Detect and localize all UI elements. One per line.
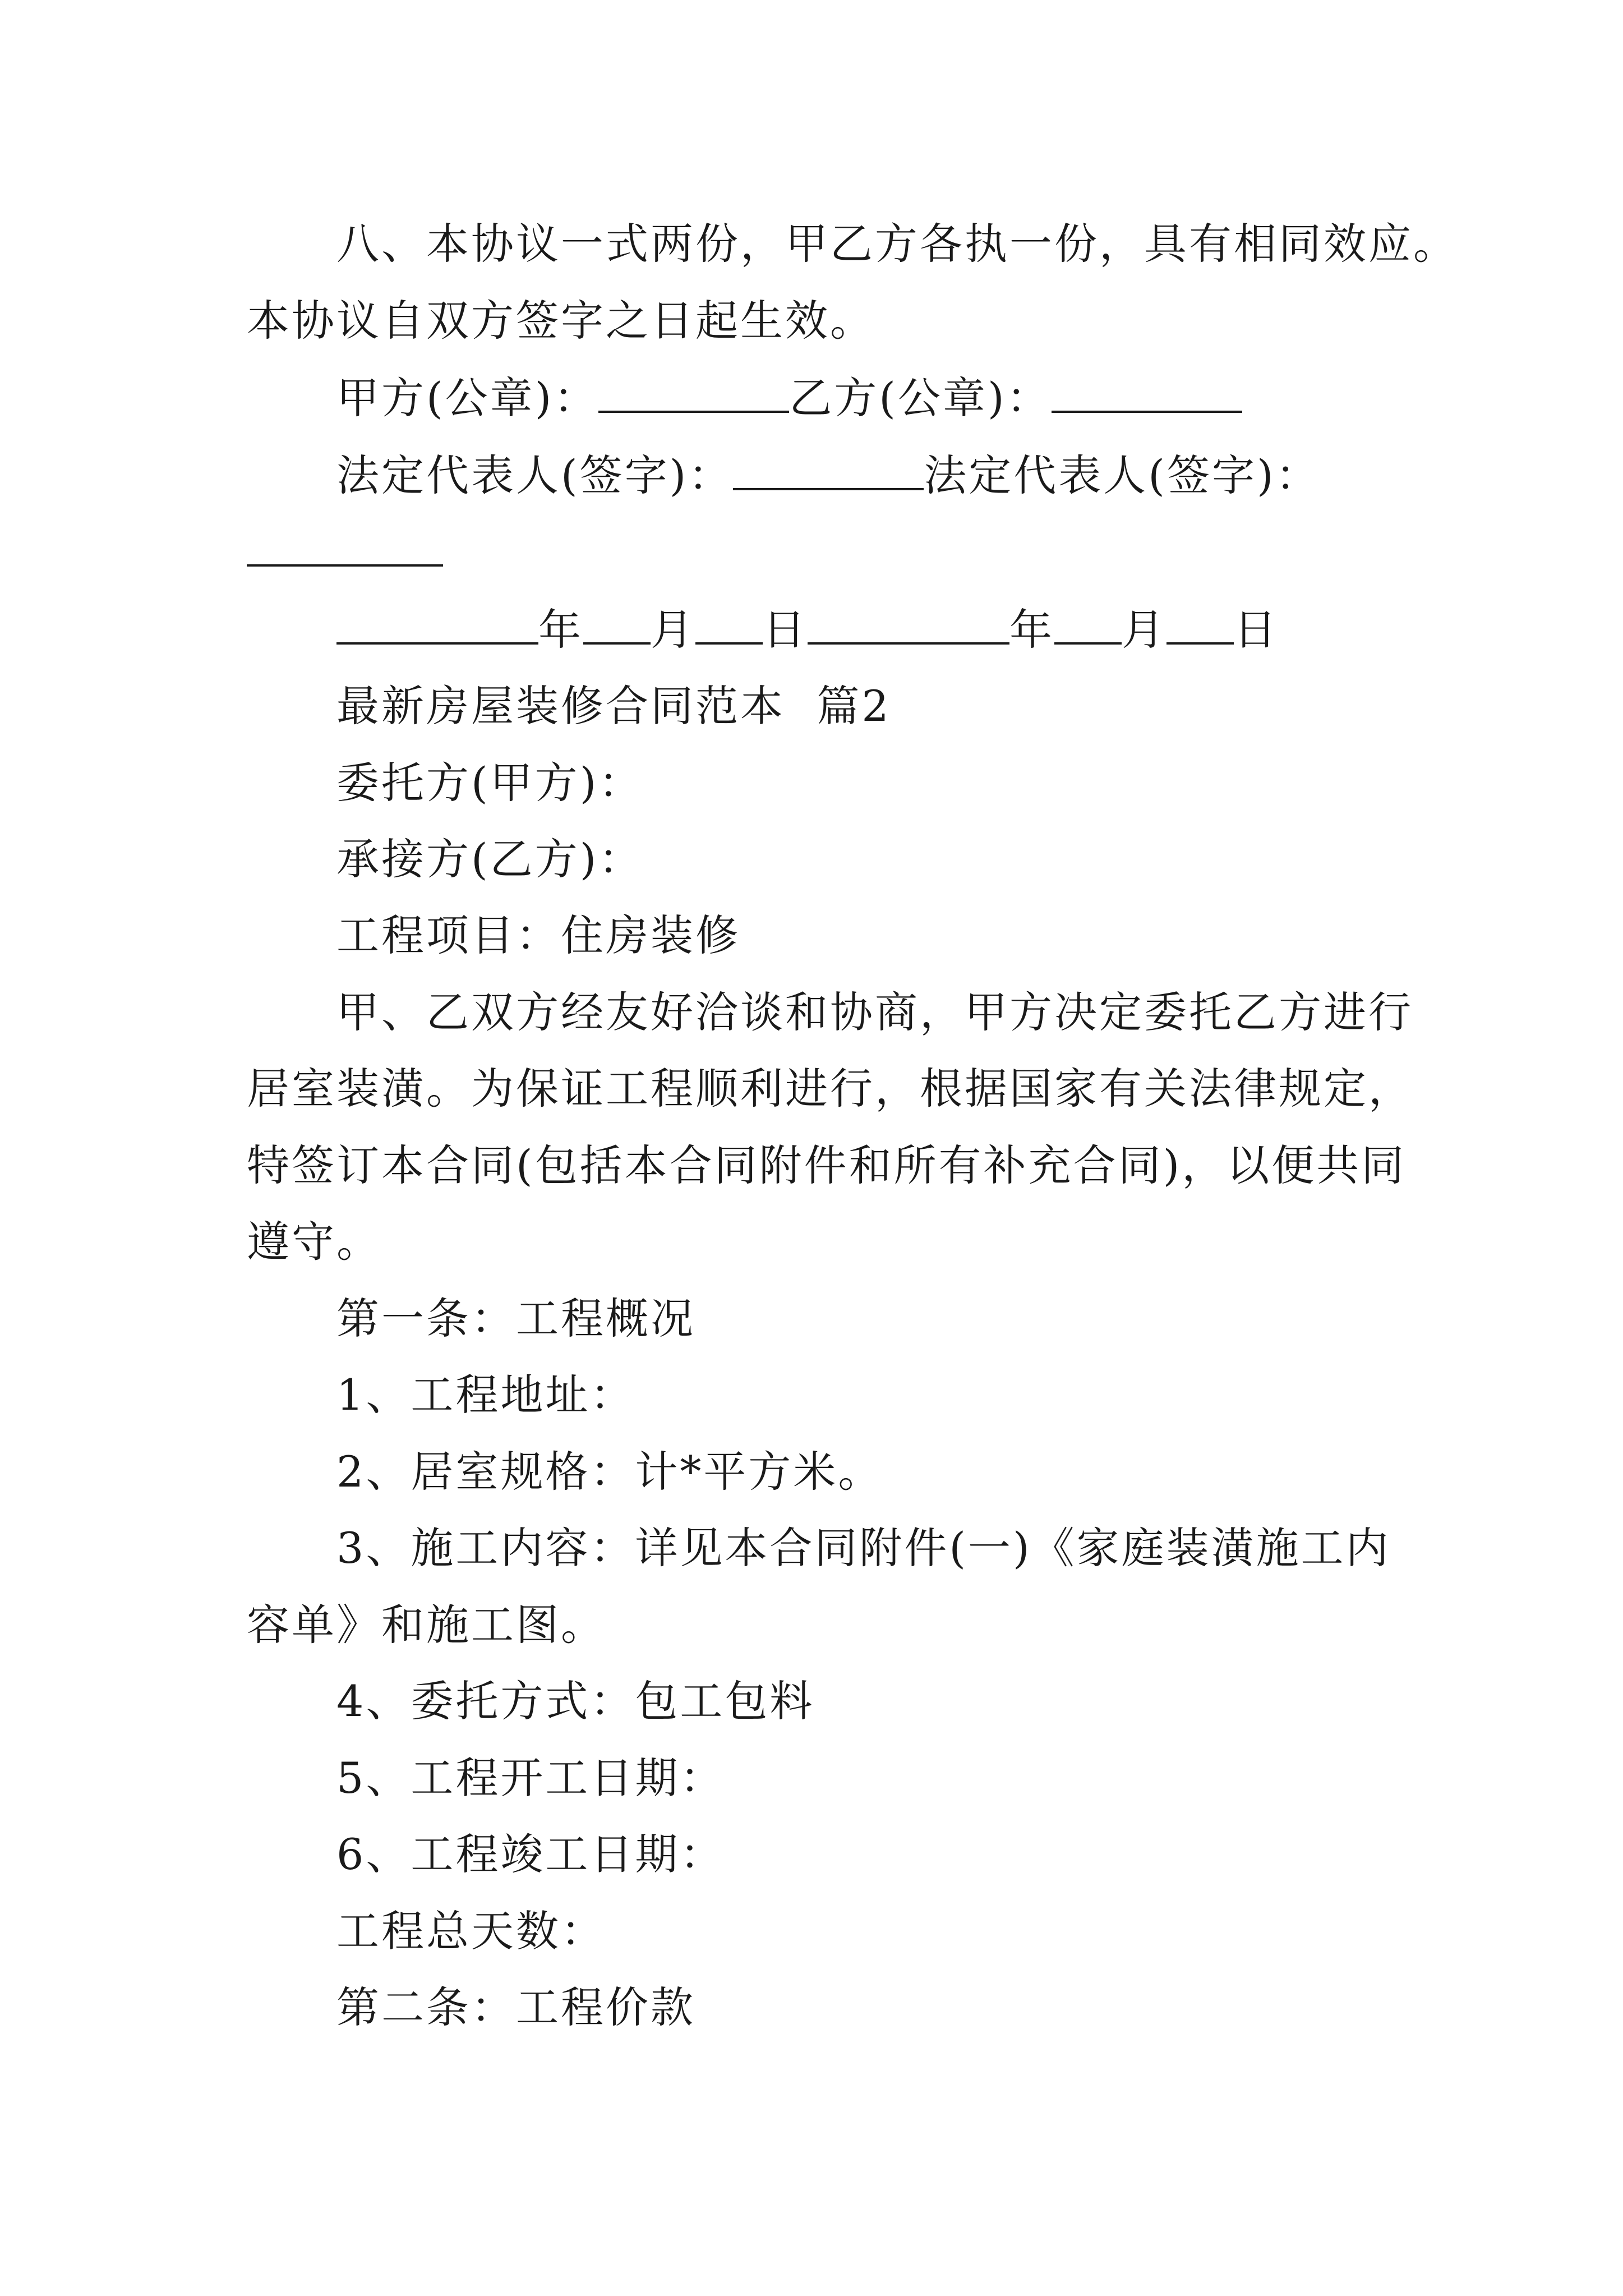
party-b-seal-label: 乙方(公章)： (789, 373, 1052, 423)
total-days: 工程总天数： (336, 1906, 606, 1956)
date-a-month: 月 (651, 605, 695, 655)
party-a-seal-blank (598, 371, 789, 413)
party-b-rep-label: 法定代表人(签字)： (924, 450, 1321, 500)
effective-clause: 本协议自双方签字之日起生效。 (247, 296, 875, 346)
date-a-day-blank (695, 603, 763, 645)
seal-line (336, 365, 1514, 432)
article-two-heading: 第二条：工程价款 (336, 1982, 695, 2032)
paragraph-line: 居室装潢。为保证工程顺利进行，根据国家有关法律规定， (247, 1064, 1413, 1114)
date-line (336, 596, 1514, 664)
paragraph-line: 遵守。 (247, 1217, 381, 1267)
date-b-day-blank (1166, 603, 1234, 645)
date-b-month-blank (1054, 603, 1122, 645)
item-content: 3、施工内容：详见本合同附件(一)《家庭装潢施工内 (336, 1523, 1391, 1573)
section-title: 最新房屋装修合同范本 篇2 (336, 681, 891, 731)
date-a-day: 日 (763, 605, 808, 655)
party-a-rep-blank (733, 449, 924, 490)
date-b-month: 月 (1122, 605, 1166, 655)
item-end-date: 6、工程竣工日期： (336, 1829, 725, 1879)
date-a-year: 年 (538, 605, 583, 655)
date-a-year-blank (336, 603, 538, 645)
item-content-continued: 容单》和施工图。 (247, 1600, 606, 1650)
clause-eight: 八、本协议一式两份，甲乙方各执一份，具有相同效应。 (336, 219, 1458, 269)
client-line: 委托方(甲方)： (336, 758, 644, 808)
paragraph-line: 甲、乙双方经友好洽谈和协商，甲方决定委托乙方进行 (336, 987, 1413, 1037)
party-a-seal-label: 甲方(公章)： (336, 373, 599, 423)
item-start-date: 5、工程开工日期： (336, 1753, 725, 1803)
date-b-year-blank (808, 603, 1009, 645)
party-b-seal-blank (1052, 371, 1242, 413)
project-line: 工程项目：住房装修 (336, 910, 740, 960)
contractor-line: 承接方(乙方)： (336, 834, 644, 884)
party-b-rep-blank (247, 564, 443, 567)
item-address: 1、工程地址： (336, 1370, 635, 1420)
date-b-year: 年 (1009, 605, 1054, 655)
representative-line (336, 442, 1514, 509)
paragraph-line: 特签订本合同(包括本合同附件和所有补充合同)，以便共同 (247, 1140, 1407, 1190)
item-size: 2、居室规格：计*平方米。 (336, 1447, 883, 1497)
article-one-heading: 第一条：工程概况 (336, 1294, 695, 1343)
party-a-rep-label: 法定代表人(签字)： (336, 450, 734, 500)
date-a-month-blank (583, 603, 651, 645)
item-method: 4、委托方式：包工包料 (336, 1676, 815, 1726)
date-b-day: 日 (1234, 605, 1279, 655)
